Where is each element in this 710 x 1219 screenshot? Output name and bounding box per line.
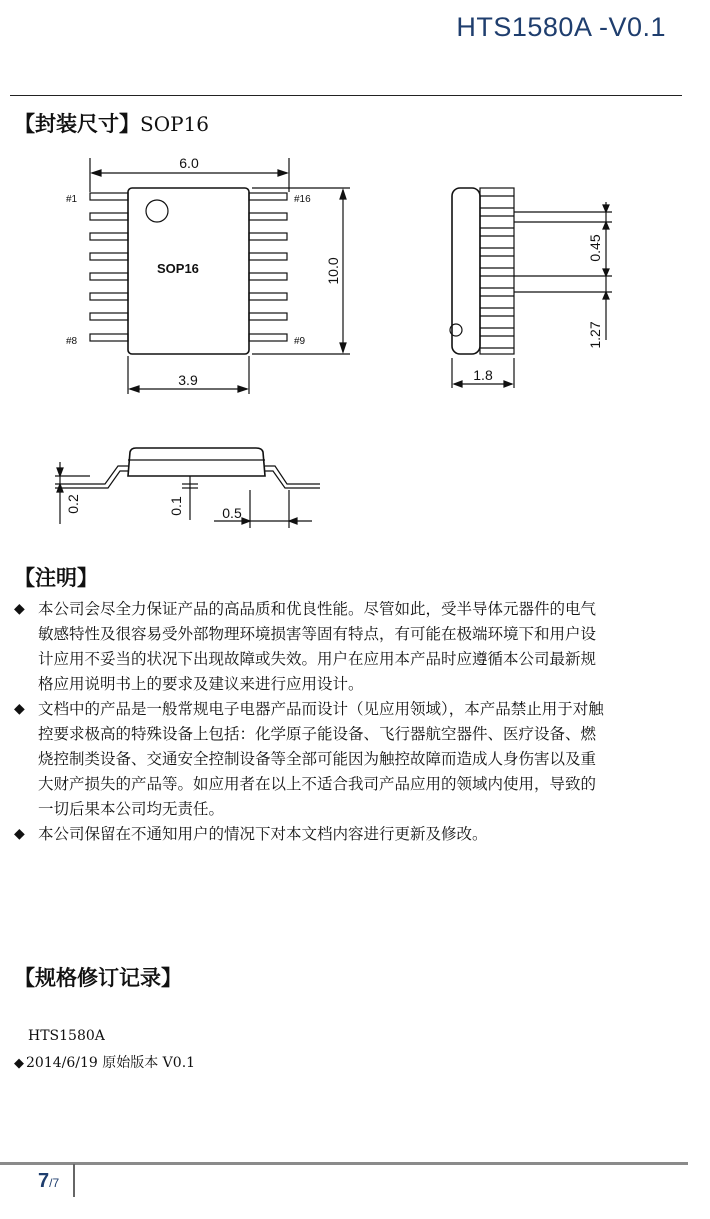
page-number bbox=[38, 1170, 59, 1193]
dim-standoff: 0.2 bbox=[65, 494, 81, 514]
package-heading-label: 【封装尺寸】 bbox=[14, 112, 140, 136]
revision-entry-text: 2014/6/19 原始版本 V0.1 bbox=[26, 1055, 196, 1071]
note-line: 敏感特性及很容易受外部物理环境损害等固有特点，有可能在极端环境下和用户设 bbox=[38, 625, 597, 643]
side-view-body bbox=[452, 188, 480, 354]
diamond-bullet-icon: ◆ bbox=[14, 701, 25, 717]
right-lead-profile bbox=[265, 466, 320, 484]
page-total: /7 bbox=[49, 1176, 60, 1190]
note-item bbox=[14, 697, 679, 822]
pin-1-label: #1 bbox=[66, 194, 78, 205]
dim-body-width: 3.9 bbox=[178, 372, 198, 388]
dim-thickness: 1.8 bbox=[473, 367, 493, 383]
dim-lead-thickness: 0.1 bbox=[168, 496, 184, 516]
pin-9-label: #9 bbox=[294, 336, 306, 347]
revision-model: HTS1580A bbox=[28, 1028, 105, 1044]
dim-total-width: 6.0 bbox=[179, 155, 199, 171]
footer-separator bbox=[73, 1164, 75, 1197]
pin-8-label: #8 bbox=[66, 336, 78, 347]
revision-heading: 【规格修订记录】 bbox=[14, 966, 182, 990]
header-divider bbox=[10, 95, 682, 96]
dim-foot-length: 0.5 bbox=[222, 505, 242, 521]
package-name: SOP16 bbox=[140, 112, 210, 136]
footer-divider bbox=[0, 1162, 688, 1165]
page-current: 7 bbox=[38, 1170, 50, 1192]
note-item bbox=[14, 822, 679, 847]
profile-body bbox=[128, 448, 265, 476]
note-line: 一切后果本公司均无责任。 bbox=[38, 800, 225, 818]
document-title: HTS1580A -V0.1 bbox=[456, 12, 666, 42]
dim-length: 10.0 bbox=[325, 257, 341, 285]
dim-lead-width: 0.45 bbox=[587, 234, 603, 262]
notes-heading: 【注明】 bbox=[14, 566, 98, 590]
notes-list bbox=[14, 597, 679, 847]
side-view-leads bbox=[480, 188, 514, 354]
left-pins bbox=[90, 193, 128, 341]
pin-16-label: #16 bbox=[294, 194, 311, 205]
revision-entry bbox=[14, 1052, 195, 1072]
note-line: 本公司会尽全力保证产品的高品质和优良性能。尽管如此，受半导体元器件的电气 bbox=[38, 600, 597, 618]
note-line: 计应用不妥当的状况下出现故障或失效。用户在应用本产品时应遵循本公司最新规 bbox=[38, 650, 597, 668]
package-heading bbox=[14, 108, 209, 138]
right-pins bbox=[249, 193, 287, 341]
note-line: 大财产损失的产品等。如应用者在以上不适合我司产品应用的领域内使用，导致的 bbox=[38, 775, 597, 793]
diamond-bullet-icon: ◆ bbox=[14, 601, 25, 617]
diamond-bullet-icon: ◆ bbox=[14, 826, 25, 842]
note-item bbox=[14, 597, 679, 697]
chip-label: SOP16 bbox=[157, 261, 199, 276]
dim-pitch: 1.27 bbox=[587, 321, 603, 349]
diamond-bullet-icon: ◆ bbox=[14, 1056, 24, 1071]
note-line: 本公司保留在不通知用户的情况下对本文档内容进行更新及修改。 bbox=[38, 825, 488, 843]
note-line: 格应用说明书上的要求及建议来进行应用设计。 bbox=[38, 675, 364, 693]
package-drawing bbox=[0, 140, 710, 540]
pin1-marker bbox=[146, 200, 168, 222]
note-line: 烧控制类设备、交通安全控制设备等全部可能因为触控故障而造成人身伤害以及重 bbox=[38, 750, 597, 768]
note-line: 控要求极高的特殊设备上包括：化学原子能设备、飞行器航空器件、医疗设备、燃 bbox=[38, 725, 597, 743]
note-line: 文档中的产品是一般常规电子电器产品而设计（见应用领域），本产品禁止用于对触 bbox=[38, 700, 604, 718]
